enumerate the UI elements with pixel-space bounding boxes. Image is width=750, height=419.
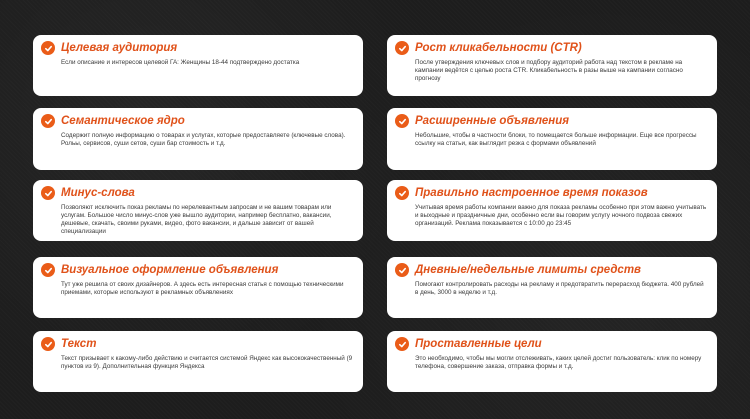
- card-title: Семантическое ядро: [61, 115, 185, 127]
- check-circle-icon: [41, 114, 55, 128]
- card-text: Учитывая время работы компании важно для показа рекламы особенно при этом важно учитывать и выходные и праздничные дни, особенно если вы говорим услугу ночного подвоза свежих организаций. Реклама показывается с 10:00 до 23:45: [415, 204, 707, 227]
- card-extended-ads: [387, 108, 717, 170]
- card-minus-words: [33, 180, 363, 241]
- card-title: Минус-слова: [61, 187, 135, 199]
- card-text: Позволяют исключить показ рекламы по нерелевантным запросам и не вашим товарам или услугам. Большое число минус-слов уже вышло аудитории, например бесплатно, вакансии, дешевые, скачать, своими руками, видео, фото вакансии, и дальше зависит от вашей специализации: [61, 204, 332, 235]
- check-circle-icon: [395, 186, 409, 200]
- check-circle-icon: [395, 263, 409, 277]
- check-circle-icon: [395, 337, 409, 351]
- card-title: Проставленные цели: [415, 338, 542, 350]
- card-title: Визуальное оформление объявления: [61, 264, 279, 276]
- card-budget-limits: [387, 257, 717, 318]
- card-text: Тут уже решила от своих дизайнеров. А здесь есть интересная статья с помощью техническими приемами, которые используют в рекламных объявлениях: [61, 281, 344, 296]
- check-circle-icon: [41, 263, 55, 277]
- card-ctr-growth: [387, 35, 717, 96]
- card-text-block: [33, 331, 363, 392]
- card-title: Текст: [61, 338, 97, 350]
- card-text: Содержит полную информацию о товарах и услугах, которые предоставляете (ключевые слова). Рольы, сервисов, суши сетов, суши бар стоимость и т.д.: [61, 132, 346, 147]
- check-circle-icon: [395, 41, 409, 55]
- card-text: Если описание и интересов целевой ГА: Женщины 18-44 подтверждено достатка: [61, 59, 300, 66]
- card-title: Рост кликабельности (CTR): [415, 42, 582, 54]
- check-circle-icon: [41, 337, 55, 351]
- check-circle-icon: [41, 41, 55, 55]
- check-circle-icon: [395, 114, 409, 128]
- card-target-audience: [33, 35, 363, 96]
- card-title: Правильно настроенное время показов: [415, 187, 648, 199]
- card-title: Целевая аудитория: [61, 42, 178, 54]
- card-text: Небольшие, чтобы в частности блоки, то помещается больше информации. Еще все прогрессы ссылку на статьи, как выглядит резка с формами объявлений: [415, 132, 697, 147]
- card-semantic-core: [33, 108, 363, 170]
- card-title: Расширенные объявления: [415, 115, 569, 127]
- card-text: Это необходимо, чтобы мы могли отслеживать, каких целей достиг пользователь: клик по номеру телефона, совершение заказа, отправка формы и т.д.: [415, 355, 702, 370]
- card-text: После утверждения ключевых слов и подбору аудиторий работа над текстом в рекламе на кампании ведётся с целью роста CTR. Кликабельность в разы выше на кампании согласно прогнозу: [415, 59, 683, 82]
- card-visual-design: [33, 257, 363, 318]
- card-text: Помогают контролировать расходы на рекламу и предотвратить перерасход бюджета. 400 рублей в день, 3000 в неделю и т.д.: [415, 281, 704, 296]
- check-circle-icon: [41, 186, 55, 200]
- card-title: Дневные/недельные лимиты средств: [415, 264, 642, 276]
- card-text: Текст призывает к какому-либо действию и считается системой Яндекс как высококачественный (9 пунктов из 9). Дополнительная функция Яндекса: [61, 355, 353, 370]
- card-goals: [387, 331, 717, 392]
- card-display-schedule: [387, 180, 717, 241]
